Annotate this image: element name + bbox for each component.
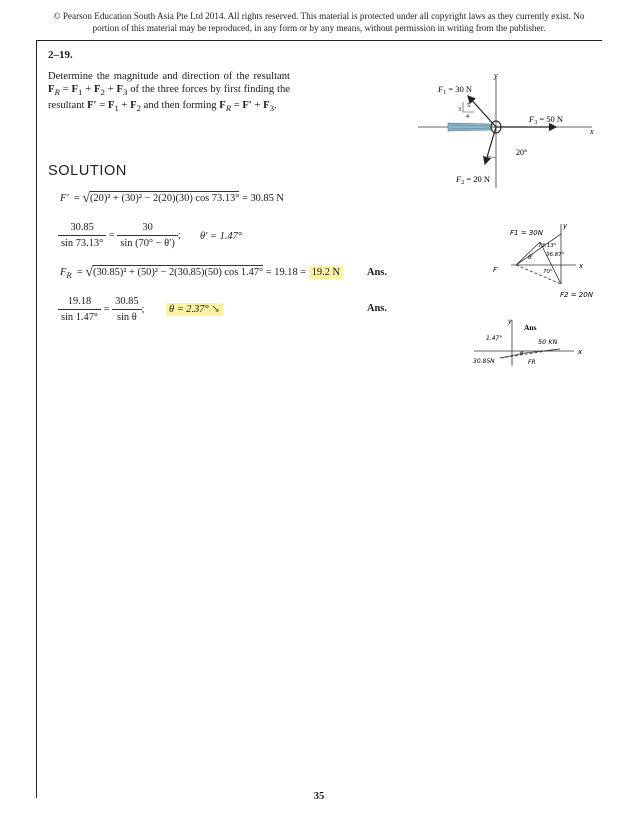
problem-number: 2–19. — [48, 49, 73, 61]
sketch2-x: x — [578, 348, 583, 356]
sketch1-f2: F2 = 20N — [560, 291, 593, 299]
copyright-notice: © Pearson Education South Asia Pte Ltd 2014. All rights reserved. This material is protected under all copyright laws as they currently exist. No portion of this material may be reproduced, in any form or by any means, without permission in writing from the publisher. — [53, 11, 585, 33]
equation-sine-law-2: $\frac{19.18}{\sin 1.47^\circ}$ = $\frac{30.85}{\text{sin θ}}$ ; — [58, 296, 144, 323]
angle-arc — [487, 156, 496, 158]
slope-4: 4 — [466, 114, 469, 120]
equation-resultant: $F_R = √(30.85)^2 + (50)^2 - 2(30.85)(50)$ cos 1.47° = 19.18 = 19.2 N — [60, 264, 343, 280]
f3-label: $F_3 = 50$ N — [529, 114, 564, 126]
force-diagram — [416, 70, 606, 190]
sketch1-angle-b: 36.87° — [546, 252, 565, 258]
solution-heading: SOLUTION — [48, 163, 127, 179]
sketch1-y: y — [563, 222, 568, 230]
top-rule — [36, 40, 602, 41]
sketch2-theta: θ — [520, 351, 524, 357]
ans-label-1: Ans. — [367, 267, 387, 278]
sketch1-theta: θ′ — [528, 254, 534, 261]
slope-5: 5 — [467, 103, 470, 109]
sketch2-fr: FR — [528, 359, 536, 366]
sketch2-y: y — [508, 317, 512, 325]
sketch1-angle-a: 73.13° — [538, 243, 557, 249]
problem-statement: Determine the magnitude and direction of the resultant $F_R = F_1 + F_2 + F_3$ of the three forces by first finding the resultant $F' = F_1 + F_2$ and then forming $F_R = F' + F_3$. — [48, 71, 290, 114]
theta-prime-result: θ′ = 1.47° — [200, 231, 242, 242]
equation-sine-law-1: $\frac{30.85}{\sin 73.13^\circ}$ = $\frac{30}{\sin (70^\circ - \theta')}$ ; — [58, 222, 181, 249]
sketch1-angle-c: 70° — [543, 269, 553, 275]
f1-arrow — [468, 96, 496, 127]
sketch2-angle: 1.47° — [486, 335, 503, 342]
angle-label: 20° — [516, 148, 528, 157]
sketch1-f1-line — [516, 234, 561, 265]
f2-label: $F_2 = 20$ N — [456, 174, 491, 186]
sketch2-f3: 50 KN — [538, 338, 558, 346]
answer-fr-highlight: 19.2 N — [309, 266, 343, 279]
f2-arrow — [485, 127, 496, 164]
equation-f-prime: F′ = √(20)² + (30)² − 2(20)(30) cos 73.13° = 30.85 N — [60, 191, 284, 206]
sketch-resultant — [470, 316, 598, 372]
left-rule — [36, 40, 37, 798]
answer-theta-highlight: θ = 2.37° ↘ — [166, 303, 223, 316]
fig-y-label: y — [494, 71, 498, 80]
page-number: 35 — [313, 791, 325, 802]
ans-label-2: Ans. — [367, 303, 387, 314]
sketch2-f-prime: 30.85N — [473, 358, 495, 365]
eyebolt-shaft — [448, 123, 492, 131]
sketch1-f1: F1 = 30N — [510, 229, 543, 237]
sketch1-x: x — [579, 262, 584, 270]
sketch-force-triangle — [476, 222, 606, 302]
sketch2-ans: Ans — [524, 323, 537, 332]
f1-label: $F_1 = 30$ N — [438, 84, 473, 96]
sketch1-f-prime: F′ — [493, 266, 499, 274]
fig-x-label: x — [590, 127, 594, 136]
sketch1-dashed-line — [516, 265, 561, 284]
slope-3: 3 — [458, 107, 461, 113]
answer-theta — [166, 303, 223, 315]
